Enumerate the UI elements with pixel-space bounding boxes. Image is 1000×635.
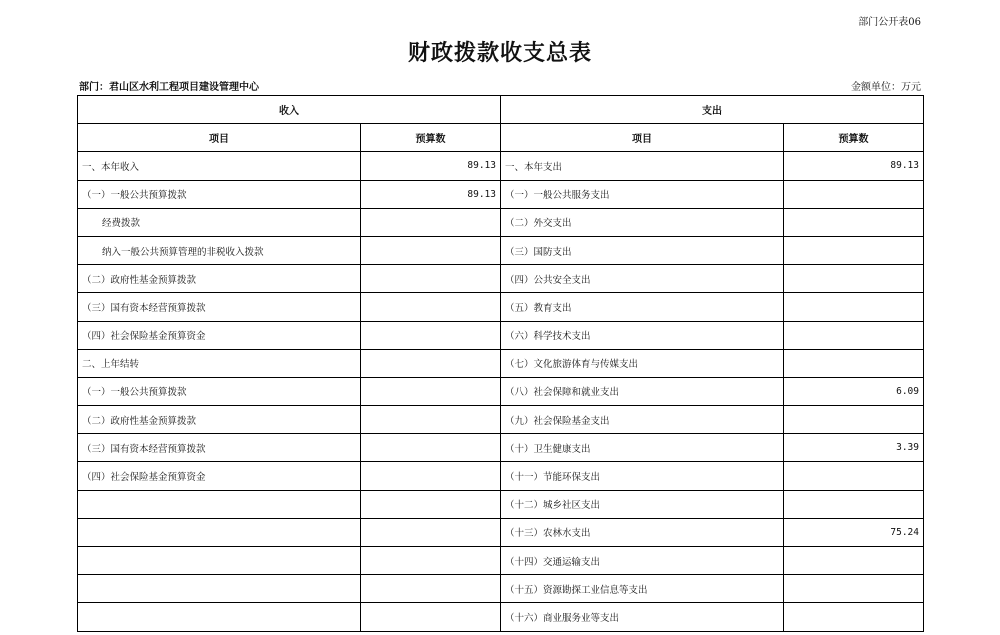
table-row [78, 349, 924, 377]
income-value-cell [361, 575, 501, 603]
expense-value-cell [784, 406, 924, 434]
budget-table [77, 95, 924, 632]
expense-item-cell: （三）国防支出 [501, 236, 784, 264]
income-item-header: 项目 [78, 124, 361, 152]
expense-item-cell: （六）科学技术支出 [501, 321, 784, 349]
expense-item-cell: （十三）农林水支出 [501, 518, 784, 546]
income-value-cell [361, 490, 501, 518]
income-item-cell: 二、上年结转 [78, 349, 361, 377]
income-item-cell: （四）社会保险基金预算资金 [78, 462, 361, 490]
expense-value-cell [784, 462, 924, 490]
expense-value-cell: 89.13 [784, 152, 924, 180]
expense-item-cell: （二）外交支出 [501, 208, 784, 236]
table-row [78, 575, 924, 603]
income-item-cell: 纳入一般公共预算管理的非税收入拨款 [78, 236, 361, 264]
expense-value-cell: 6.09 [784, 377, 924, 405]
table-row [78, 434, 924, 462]
expense-item-cell: （十六）商业服务业等支出 [501, 603, 784, 631]
expense-value-cell [784, 180, 924, 208]
income-value-cell [361, 208, 501, 236]
expense-item-cell: （十二）城乡社区支出 [501, 490, 784, 518]
income-value-cell [361, 547, 501, 575]
income-item-cell [78, 490, 361, 518]
expense-budget-header: 预算数 [784, 124, 924, 152]
income-value-cell [361, 236, 501, 264]
expense-item-cell: （十）卫生健康支出 [501, 434, 784, 462]
expense-item-cell: （十四）交通运输支出 [501, 547, 784, 575]
income-item-cell [78, 547, 361, 575]
expense-header: 支出 [501, 96, 924, 124]
expense-item-cell: （九）社会保险基金支出 [501, 406, 784, 434]
table-row [78, 462, 924, 490]
income-value-cell [361, 518, 501, 546]
expense-item-cell: （八）社会保障和就业支出 [501, 377, 784, 405]
income-budget-header: 预算数 [361, 124, 501, 152]
column-header-row [78, 124, 924, 152]
expense-value-cell [784, 236, 924, 264]
table-row [78, 293, 924, 321]
table-row [78, 377, 924, 405]
income-item-cell: （二）政府性基金预算拨款 [78, 406, 361, 434]
income-item-cell [78, 575, 361, 603]
income-item-cell: （一）一般公共预算拨款 [78, 180, 361, 208]
unit-label: 金额单位：万元 [851, 82, 921, 93]
expense-item-cell: （十五）资源勘探工业信息等支出 [501, 575, 784, 603]
table-row [78, 265, 924, 293]
table-row [78, 208, 924, 236]
income-value-cell [361, 462, 501, 490]
table-row [78, 321, 924, 349]
expense-item-cell: （七）文化旅游体育与传媒支出 [501, 349, 784, 377]
expense-value-cell [784, 547, 924, 575]
income-value-cell [361, 377, 501, 405]
expense-value-cell [784, 321, 924, 349]
income-value-cell: 89.13 [361, 152, 501, 180]
page-title: 财政拨款收支总表 [407, 40, 592, 66]
section-header-row [78, 96, 924, 124]
expense-item-cell: （一）一般公共服务支出 [501, 180, 784, 208]
table-row [78, 236, 924, 264]
table-row [78, 152, 924, 180]
expense-item-cell: （十一）节能环保支出 [501, 462, 784, 490]
expense-value-cell: 3.39 [784, 434, 924, 462]
income-item-cell [78, 518, 361, 546]
income-item-cell: （四）社会保险基金预算资金 [78, 321, 361, 349]
income-value-cell [361, 603, 501, 631]
income-item-cell: （三）国有资本经营预算拨款 [78, 293, 361, 321]
department-label: 部门：君山区水利工程项目建设管理中心 [79, 82, 259, 93]
income-header: 收入 [78, 96, 501, 124]
income-item-cell: （二）政府性基金预算拨款 [78, 265, 361, 293]
expense-value-cell [784, 265, 924, 293]
income-value-cell: 89.13 [361, 180, 501, 208]
expense-value-cell [784, 208, 924, 236]
form-number: 部门公开表06 [858, 17, 921, 28]
table-row [78, 547, 924, 575]
expense-value-cell [784, 490, 924, 518]
income-value-cell [361, 349, 501, 377]
expense-value-cell [784, 575, 924, 603]
table-row [78, 180, 924, 208]
income-value-cell [361, 321, 501, 349]
expense-value-cell [784, 603, 924, 631]
expense-item-cell: （五）教育支出 [501, 293, 784, 321]
table-row [78, 406, 924, 434]
income-item-cell: （三）国有资本经营预算拨款 [78, 434, 361, 462]
expense-value-cell [784, 293, 924, 321]
income-item-cell: 经费拨款 [78, 208, 361, 236]
table-row [78, 603, 924, 631]
income-item-cell: （一）一般公共预算拨款 [78, 377, 361, 405]
income-value-cell [361, 434, 501, 462]
income-item-cell: 一、本年收入 [78, 152, 361, 180]
expense-item-cell: 一、本年支出 [501, 152, 784, 180]
expense-item-header: 项目 [501, 124, 784, 152]
expense-value-cell [784, 349, 924, 377]
table-row [78, 518, 924, 546]
income-value-cell [361, 293, 501, 321]
table-row [78, 490, 924, 518]
income-value-cell [361, 265, 501, 293]
expense-value-cell: 75.24 [784, 518, 924, 546]
income-item-cell [78, 603, 361, 631]
expense-item-cell: （四）公共安全支出 [501, 265, 784, 293]
income-value-cell [361, 406, 501, 434]
